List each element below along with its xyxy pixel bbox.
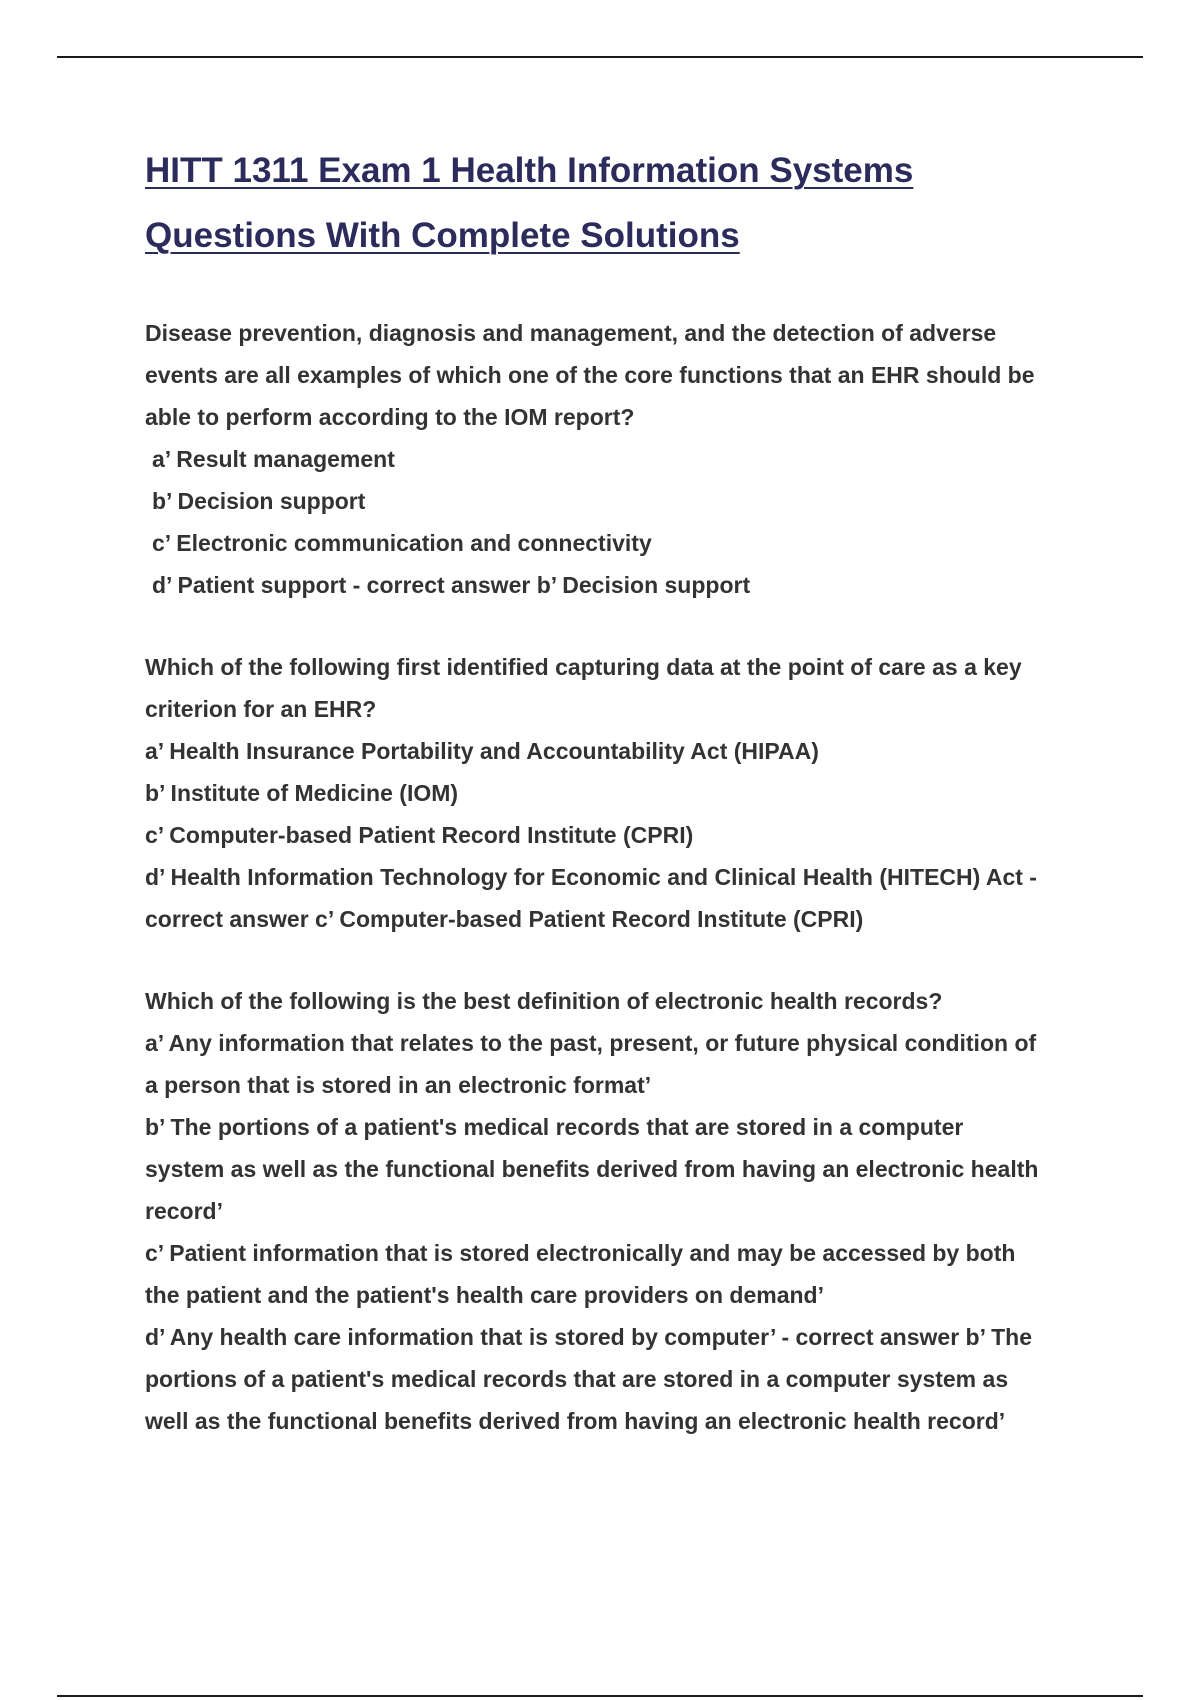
- question-list: [145, 312, 1105, 1442]
- question-2-option-a: a’ Health Insurance Portability and Accountability Act (HIPAA): [145, 738, 819, 764]
- question-1-option-d-answer: d’ Patient support - correct answer b’ Decision support: [152, 572, 751, 598]
- question-3-answer-line-2: portions of a patient's medical records that are stored in a computer system as: [145, 1366, 1009, 1392]
- question-3-option-d-answer-line-1: d’ Any health care information that is stored by computer’ - correct answer b’ The: [145, 1324, 1032, 1350]
- question-3-option-a-line-1: a’ Any information that relates to the past, present, or future physical condition of: [145, 1030, 1037, 1056]
- question-1-option-b: b’ Decision support: [152, 488, 366, 514]
- question-2-option-c: c’ Computer-based Patient Record Institute (CPRI): [145, 822, 694, 848]
- question-2-option-d: d’ Health Information Technology for Economic and Clinical Health (HITECH) Act -: [145, 864, 1037, 890]
- question-1-option-c: c’ Electronic communication and connectivity: [152, 530, 652, 556]
- document-body: [145, 138, 1105, 1482]
- document-title: [145, 138, 1105, 268]
- question-3: [145, 980, 1105, 1442]
- question-3-option-b-line-2: system as well as the functional benefits derived from having an electronic health: [145, 1156, 1039, 1182]
- question-2-answer: correct answer c’ Computer-based Patient Record Institute (CPRI): [145, 906, 864, 932]
- question-1-stem-line-2: events are all examples of which one of the core functions that an EHR should be: [145, 362, 1035, 388]
- question-2: [145, 646, 1105, 940]
- question-1: [145, 312, 1105, 606]
- question-3-option-c-line-1: c’ Patient information that is stored electronically and may be accessed by both: [145, 1240, 1016, 1266]
- question-1-stem-line-1: Disease prevention, diagnosis and management, and the detection of adverse: [145, 320, 997, 346]
- question-2-option-b: b’ Institute of Medicine (IOM): [145, 780, 459, 806]
- question-2-stem-line-2: criterion for an EHR?: [145, 696, 377, 722]
- question-3-option-a-line-2: a person that is stored in an electronic format’: [145, 1072, 652, 1098]
- header-rule: [57, 56, 1143, 58]
- title-line-2: Questions With Complete Solutions: [145, 216, 740, 255]
- question-1-option-a: a’ Result management: [152, 446, 395, 472]
- footer-rule: [57, 1695, 1143, 1697]
- question-3-stem: Which of the following is the best definition of electronic health records?: [145, 988, 943, 1014]
- question-3-option-b-line-3: record’: [145, 1198, 223, 1224]
- question-2-stem-line-1: Which of the following first identified capturing data at the point of care as a key: [145, 654, 1022, 680]
- question-1-stem-line-3: able to perform according to the IOM report?: [145, 404, 635, 430]
- question-3-option-b-line-1: b’ The portions of a patient's medical records that are stored in a computer: [145, 1114, 964, 1140]
- question-3-answer-line-3: well as the functional benefits derived from having an electronic health record’: [145, 1408, 1006, 1434]
- question-3-option-c-line-2: the patient and the patient's health care providers on demand’: [145, 1282, 824, 1308]
- title-line-1: HITT 1311 Exam 1 Health Information Systems: [145, 151, 914, 190]
